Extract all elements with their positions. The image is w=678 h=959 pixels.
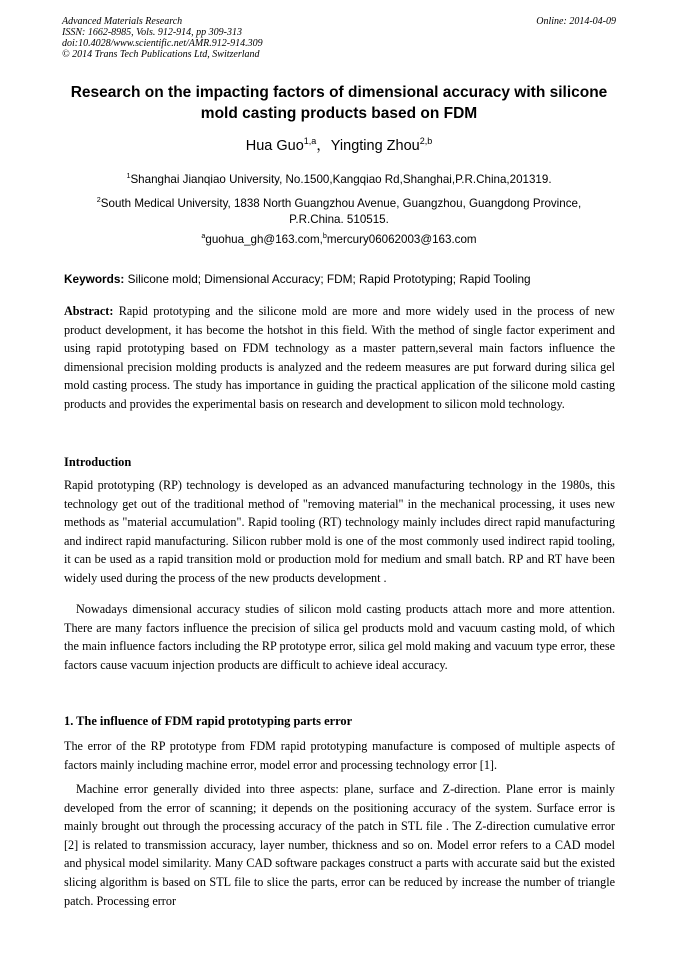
email-a-sup: a xyxy=(201,231,206,241)
paper-title: Research on the impacting factors of dimensional accuracy with silicone mold casting products based on FDM xyxy=(70,84,608,122)
keywords xyxy=(64,271,616,287)
section-1-paragraph-2: Machine error generally divided into three aspects: plane, surface and Z-direction. Plane error is mainly developed from the error of scanning; it depends on the positioning accuracy of the system. Surface error is mainly brought out through the processing accuracy of the patch in STL file . The Z-direction cumulative error [2] is related to transmission accuracy, layer number, thickness and so on. Model error refers to a CAD model and physical model similarity. Many CAD software packages construct a parts with accurate said but the existed slicing algorithm is based on STL file to slice the parts, error can be reduced by increase the number of triangle patch. Processing error xyxy=(64,782,615,908)
affiliation-1-text: Shanghai Jianqiao University, No.1500,Kangqiao Rd,Shanghai,P.R.China,201319. xyxy=(130,173,552,186)
keywords-label: Keywords: xyxy=(64,272,125,286)
affiliation-1 xyxy=(62,172,616,188)
introduction-heading: Introduction xyxy=(64,455,132,469)
author-line xyxy=(62,137,616,155)
abstract xyxy=(64,302,615,414)
issn-line: ISSN: 1662-8985, Vols. 912-914, pp 309-313 xyxy=(62,27,242,38)
author-2: Yingting Zhou xyxy=(330,138,420,154)
abstract-label: Abstract: xyxy=(64,304,114,318)
abstract-text: Rapid prototyping and the silicone mold are more and more widely used in the process of new product development, it has become the hotshot in this field. With the method of single factor experiment and using rapid prototyping based on FDM technology as a master pattern,several main factors influence the dimensional precision molding products is analyzed and the redeem measures are put forward during silica gel mold casting process. The study has importance in guiding the practical application of the silicone mold casting products and provides the experimental basis on research and development to silicon mold technology. xyxy=(64,304,615,411)
affiliation-2-sup: 2 xyxy=(96,195,101,205)
affiliation-2-text: South Medical University, 1838 North Guangzhou Avenue, Guangzhou, Guangdong Province, P.R.China. 510515. xyxy=(100,197,582,226)
online-date: Online: 2014-04-09 xyxy=(536,16,616,27)
author-1-sup: 1,a xyxy=(303,136,317,147)
copyright-line: © 2014 Trans Tech Publications Ltd, Switzerland xyxy=(62,49,260,60)
section-1-paragraph-1: The error of the RP prototype from FDM rapid prototyping manufacture is composed of multiple aspects of factors mainly including machine error, model error and processing technology error [1]. xyxy=(64,739,615,772)
introduction-paragraph-2: Nowadays dimensional accuracy studies of silicon mold casting products attach more and more attention. There are many factors influence the precision of silica gel products mold and vacuum casting mold, of which the main influence factors including the RP prototype error, silica gel mold making and vacuum type error, these factors cause vacuum injection products are difficult to achieve ideal accuracy. xyxy=(64,602,615,672)
section-1-heading: 1. The influence of FDM rapid prototyping parts error xyxy=(64,714,353,728)
introduction-paragraph-1: Rapid prototyping (RP) technology is developed as an advanced manufacturing technology in the 1980s, this technology get out of the traditional method of "removing material" in the mechanical processing, it uses new methods as "material accumulation". Rapid tooling (RT) technology mainly includes direct rapid manufacturing and indirect rapid manufacturing. Silicon rubber mold is one of the most commonly used indirect rapid tooling, it can be used as a rapid transition mold or production mold for medium and small batch. RP and RT have been widely used during the process of the new products development . xyxy=(64,478,615,585)
email-b[interactable]: mercury06062003@163.com xyxy=(326,233,477,246)
email-a[interactable]: guohua_gh@163.com, xyxy=(205,233,323,246)
journal-name: Advanced Materials Research xyxy=(62,16,183,27)
affiliation-1-sup: 1 xyxy=(126,171,131,181)
author-2-sup: 2,b xyxy=(419,136,433,147)
affiliation-2 xyxy=(72,196,606,228)
journal-header xyxy=(62,16,263,60)
author-separator: ， xyxy=(316,138,331,154)
doi-line: doi:10.4028/www.scientific.net/AMR.912-914.309 xyxy=(62,38,263,49)
email-b-sup: b xyxy=(322,231,327,241)
keywords-text: Silicone mold; Dimensional Accuracy; FDM; Rapid Prototyping; Rapid Tooling xyxy=(124,272,531,286)
author-1: Hua Guo xyxy=(245,138,304,154)
email-line xyxy=(62,232,616,248)
